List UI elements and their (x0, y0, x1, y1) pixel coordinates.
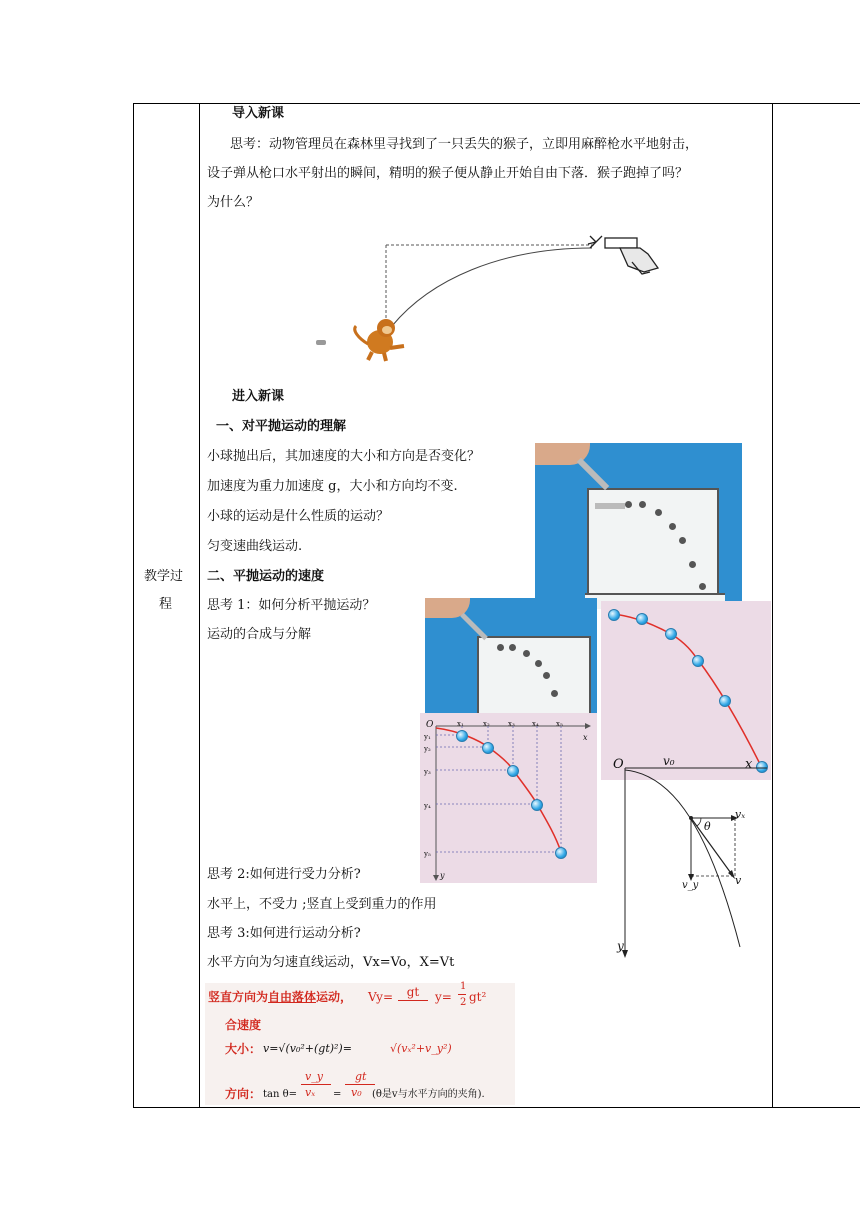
row-label-part1: 教学过 (144, 569, 184, 584)
section2-heading: 二、平抛运动的速度 (207, 569, 325, 584)
traj-ball-3 (665, 628, 677, 640)
formula-y-num: 1 (460, 981, 467, 992)
grid-y5: y₅ (424, 850, 431, 858)
grid-x5: x₅ (556, 720, 563, 728)
bullet-icon (316, 340, 326, 345)
row-label-part2: 程 (159, 597, 173, 612)
pink-v0: v₀ (663, 754, 675, 768)
grid-x2: x₂ (483, 720, 490, 728)
monkey-gun-illustration (300, 230, 680, 365)
experiment-photo-2 (425, 598, 597, 716)
grid-diagram (420, 713, 597, 883)
ramp-icon (577, 458, 610, 491)
formula-y-value: gt² (469, 990, 487, 1004)
intro-heading: 导入新课 (232, 106, 285, 121)
grid-x3: x₃ (508, 720, 515, 728)
grid-ball-4 (531, 799, 543, 811)
section2-answer1: 运动的合成与分解 (207, 627, 312, 642)
monkey-icon (355, 319, 404, 361)
grid-origin: O (426, 720, 434, 730)
experiment-photo-1 (535, 443, 742, 609)
vector-v: v (735, 874, 742, 887)
formula-dir-den2: v₀ (351, 1086, 362, 1099)
formula-vy-value: gt (398, 984, 428, 1001)
formula-y-label: y= (435, 990, 452, 1004)
intro-think-line1: 思考：动物管理员在森林里寻找到了一只丢失的猴子，立即用麻醉枪水平地射击， (230, 137, 699, 152)
vector-y: y (617, 939, 624, 953)
formula-size-formula2: √(vₓ²+v_y²) (390, 1042, 452, 1055)
section2-think3: 思考 3:如何进行运动分析? (207, 926, 361, 941)
grid-ball-5 (555, 847, 567, 859)
section2-answer2: 水平上，不受力 ;竖直上受到重力的作用 (207, 897, 437, 912)
formula-image: 竖直方向为自由落体运动， Vy= gt y= 1 2 gt² 合速度 大小： v=√(v₀²+(gt)²)= √(vₓ²+v_y²) 方向： tan θ= v_y vₓ = gt v₀ (θ是v与水平方向的夹角). (205, 983, 515, 1105)
traj-ball-5 (719, 695, 731, 707)
formula-dir-num2: gt (355, 1070, 367, 1083)
grid-y2: y₂ (424, 745, 431, 753)
new-lesson-heading: 进入新课 (232, 389, 285, 404)
formula-resultant: 合速度 (225, 1018, 262, 1032)
vector-theta: θ (704, 820, 711, 833)
formula-dir-label: 方向： (225, 1087, 262, 1101)
intro-think-line2: 设子弹从枪口水平射出的瞬间，精明的猴子便从静止开始自由下落．猴子跑掉了吗？ (207, 166, 689, 181)
section1-q1: 小球抛出后，其加速度的大小和方向是否变化？ (207, 449, 481, 464)
formula-dir-note: (θ是v与水平方向的夹角). (372, 1089, 485, 1100)
formula-line1-prefix: 竖直方向为 (208, 990, 269, 1004)
table-col-divider-2 (772, 103, 773, 1108)
formula-dir-num1: v_y (305, 1070, 323, 1083)
formula-size-label: 大小： (225, 1042, 262, 1056)
vector-vy: v_y (682, 880, 699, 891)
section1-a1: 加速度为重力加速度 g，大小和方向均不变. (207, 479, 458, 494)
grid-x1: x₁ (457, 720, 464, 728)
section2-think1: 思考 1：如何分析平抛运动？ (207, 598, 376, 613)
table-col-divider-1 (199, 103, 200, 1108)
formula-line1-mid: 运动， (316, 990, 353, 1004)
velocity-vector-diagram (605, 752, 770, 962)
pink-origin: O (613, 757, 624, 772)
formula-y-den: 2 (460, 997, 467, 1008)
vector-vx: vₓ (735, 808, 746, 821)
intro-think-line3: 为什么？ (207, 195, 260, 210)
section1-q2: 小球的运动是什么性质的运动？ (207, 509, 390, 524)
gun-icon (588, 236, 658, 274)
section1-a2: 匀变速曲线运动. (207, 539, 303, 554)
grid-y-axis: y (440, 871, 445, 880)
formula-size-formula: v=√(v₀²+(gt)²)= (263, 1042, 352, 1055)
grid-y4: y₄ (424, 802, 431, 810)
grid-ball-2 (482, 742, 494, 754)
traj-ball-2 (636, 613, 648, 625)
pink-x: x (745, 757, 753, 772)
formula-dir-den1: vₓ (305, 1086, 316, 1099)
section1-heading: 一、对平抛运动的理解 (216, 419, 347, 434)
section2-think2: 思考 2:如何进行受力分析? (207, 867, 361, 882)
grid-ball-3 (507, 765, 519, 777)
traj-ball-4 (692, 655, 704, 667)
grid-y1: y₁ (424, 733, 431, 741)
table-top-border (133, 103, 860, 104)
table-bottom-border (133, 1107, 860, 1108)
grid-x4: x₄ (532, 720, 539, 728)
grid-y3: y₃ (424, 768, 431, 776)
formula-vy-label: Vy= (368, 990, 394, 1004)
formula-line1-fill: 自由落体 (268, 990, 317, 1004)
section2-answer3: 水平方向为匀速直线运动，Vx=Vo，X=Vt (207, 955, 455, 970)
grid-x-axis: x (583, 733, 588, 742)
traj-ball-1 (608, 609, 620, 621)
formula-dir-tan: tan θ= (263, 1089, 297, 1100)
table-left-border (133, 103, 134, 1108)
